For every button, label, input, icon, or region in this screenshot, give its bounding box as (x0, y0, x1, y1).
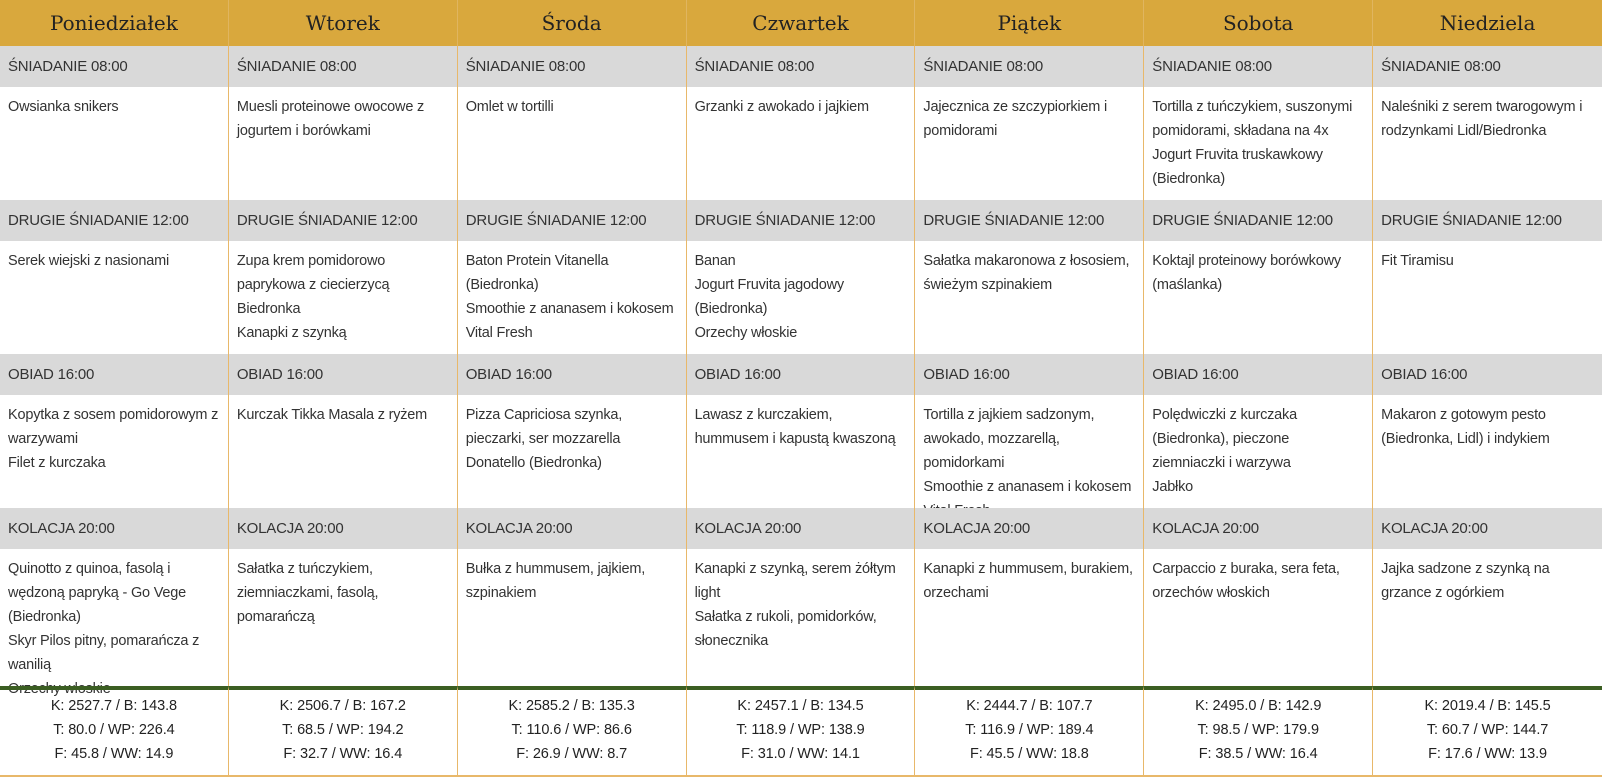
nutrition-line: K: 2019.4 / B: 145.5 (1424, 698, 1551, 714)
nutrition-line: K: 2585.2 / B: 135.3 (508, 698, 635, 714)
nutrition-totals (687, 686, 916, 777)
meal-label-sniadanie: ŚNIADANIE 08:00 (1373, 46, 1602, 87)
meal-item: Sałatka z tuńczykiem, ziemniaczkami, fasolą, pomarańczą (236, 561, 379, 625)
meal-items-obiad (458, 395, 687, 508)
meal-label-kolacja: KOLACJA 20:00 (687, 508, 916, 549)
meal-item: Grzanki z awokado i jajkiem (694, 99, 869, 115)
day-header-poniedzialek: Poniedziałek (0, 0, 229, 46)
nutrition-line: F: 38.5 / WW: 16.4 (1198, 746, 1318, 762)
meal-label-kolacja: KOLACJA 20:00 (458, 508, 687, 549)
meal-item: Baton Protein Vitanella (Biedronka) (465, 253, 609, 293)
day-header-sroda: Środa (458, 0, 687, 46)
meal-item: Jogurt Fruvita truskawkowy (Biedronka) (1152, 147, 1323, 187)
meal-items-kolacja (1144, 549, 1373, 686)
meal-items-obiad (0, 395, 229, 508)
meal-items-obiad (1373, 395, 1602, 508)
nutrition-line: T: 80.0 / WP: 226.4 (53, 722, 175, 738)
meal-label-obiad: OBIAD 16:00 (915, 354, 1144, 395)
meal-items-sniadanie (915, 87, 1144, 200)
meal-label-sniadanie: ŚNIADANIE 08:00 (687, 46, 916, 87)
meal-label-drugie-sniadanie: DRUGIE ŚNIADANIE 12:00 (0, 200, 229, 241)
meal-label-obiad: OBIAD 16:00 (1144, 354, 1373, 395)
meal-items-kolacja (458, 549, 687, 686)
meal-label-kolacja: KOLACJA 20:00 (1373, 508, 1602, 549)
meal-item: Kurczak Tikka Masala z ryżem (236, 407, 428, 423)
meal-item: Tortilla z jajkiem sadzonym, awokado, mozzarellą, pomidorkami (923, 407, 1095, 471)
meal-items-drugie-sniadanie (1144, 241, 1373, 354)
meal-label-obiad: OBIAD 16:00 (229, 354, 458, 395)
meal-items-obiad (915, 395, 1144, 508)
meal-label-drugie-sniadanie: DRUGIE ŚNIADANIE 12:00 (687, 200, 916, 241)
meal-items-kolacja (1373, 549, 1602, 686)
meal-item: Omlet w tortilli (465, 99, 554, 115)
nutrition-totals (915, 686, 1144, 777)
nutrition-totals (1144, 686, 1373, 777)
meal-item: Jogurt Fruvita jagodowy (Biedronka) (694, 277, 844, 317)
meal-items-drugie-sniadanie (687, 241, 916, 354)
meal-label-sniadanie: ŚNIADANIE 08:00 (1144, 46, 1373, 87)
meal-items-obiad (1144, 395, 1373, 508)
meal-item: Kanapki z hummusem, burakiem, orzechami (923, 561, 1133, 601)
meal-item: Smoothie z ananasem i kokosem Vital Fresh (465, 301, 674, 341)
meal-label-drugie-sniadanie: DRUGIE ŚNIADANIE 12:00 (458, 200, 687, 241)
meal-label-sniadanie: ŚNIADANIE 08:00 (229, 46, 458, 87)
meal-items-drugie-sniadanie (0, 241, 229, 354)
nutrition-line: F: 45.8 / WW: 14.9 (54, 746, 174, 762)
meal-item: Polędwiczki z kurczaka (Biedronka), pieczone ziemniaczki i warzywa (1152, 407, 1297, 471)
nutrition-totals (1373, 686, 1602, 777)
nutrition-line: T: 60.7 / WP: 144.7 (1426, 722, 1549, 738)
nutrition-line: F: 45.5 / WW: 18.8 (969, 746, 1089, 762)
meal-label-obiad: OBIAD 16:00 (0, 354, 229, 395)
meal-items-obiad (229, 395, 458, 508)
meal-items-drugie-sniadanie (458, 241, 687, 354)
meal-item: Orzechy włoskie (8, 681, 111, 697)
meal-items-obiad (687, 395, 916, 508)
day-header-niedziela: Niedziela (1373, 0, 1602, 46)
meal-label-kolacja: KOLACJA 20:00 (915, 508, 1144, 549)
meal-items-sniadanie (229, 87, 458, 200)
day-header-czwartek: Czwartek (687, 0, 916, 46)
meal-item: Smoothie z ananasem i kokosem (923, 479, 1132, 495)
meal-label-sniadanie: ŚNIADANIE 08:00 (0, 46, 229, 87)
meal-item: Filet z kurczaka (8, 455, 106, 471)
meal-item: Muesli proteinowe owocowe z jogurtem i borówkami (236, 99, 425, 139)
meal-item: Tortilla z tuńczykiem, suszonymi pomidorami, składana na 4x (1152, 99, 1353, 139)
day-header-wtorek: Wtorek (229, 0, 458, 46)
meal-item: Fit Tiramisu (1381, 253, 1454, 269)
meal-item: Lawasz z kurczakiem, hummusem i kapustą kwaszoną (694, 407, 896, 447)
meal-items-kolacja (229, 549, 458, 686)
nutrition-line: T: 118.9 / WP: 138.9 (736, 722, 865, 738)
meal-items-drugie-sniadanie (229, 241, 458, 354)
meal-item: Banan (694, 253, 736, 269)
nutrition-totals (229, 686, 458, 777)
meal-item: Orzechy włoskie (694, 325, 798, 341)
nutrition-line: K: 2457.1 / B: 134.5 (737, 698, 864, 714)
day-header-piatek: Piątek (915, 0, 1144, 46)
meal-items-kolacja (915, 549, 1144, 686)
meal-label-drugie-sniadanie: DRUGIE ŚNIADANIE 12:00 (1373, 200, 1602, 241)
nutrition-line: T: 98.5 / WP: 179.9 (1197, 722, 1319, 738)
meal-item: Owsianka snikers (8, 99, 119, 115)
meal-item: Naleśniki z serem twarogowym i rodzynkami Lidl/Biedronka (1381, 99, 1583, 139)
day-header-sobota: Sobota (1144, 0, 1373, 46)
meal-item: Jabłko (1152, 479, 1193, 495)
nutrition-line: F: 31.0 / WW: 14.1 (741, 746, 860, 762)
meal-item: Pizza Capriciosa szynka, pieczarki, ser mozzarella Donatello (Biedronka) (465, 407, 623, 471)
nutrition-line: K: 2495.0 / B: 142.9 (1195, 698, 1322, 714)
meal-items-sniadanie (458, 87, 687, 200)
nutrition-line: F: 26.9 / WW: 8.7 (516, 746, 628, 762)
meal-label-drugie-sniadanie: DRUGIE ŚNIADANIE 12:00 (1144, 200, 1373, 241)
meal-item: Kanapki z szynką, serem żółtym light (694, 561, 896, 601)
meal-label-drugie-sniadanie: DRUGIE ŚNIADANIE 12:00 (915, 200, 1144, 241)
meal-label-kolacja: KOLACJA 20:00 (229, 508, 458, 549)
nutrition-line: T: 68.5 / WP: 194.2 (282, 722, 404, 738)
meal-item: Sałatka makaronowa z łososiem, świeżym szpinakiem (923, 253, 1130, 293)
nutrition-line: T: 110.6 / WP: 86.6 (511, 722, 632, 738)
meal-item: Makaron z gotowym pesto (Biedronka, Lidl) i indykiem (1381, 407, 1550, 447)
meal-item: Carpaccio z buraka, sera feta, orzechów włoskich (1152, 561, 1340, 601)
meal-items-drugie-sniadanie (915, 241, 1144, 354)
meal-items-kolacja (0, 549, 229, 697)
meal-item: Jajecznica ze szczypiorkiem i pomidorami (923, 99, 1107, 139)
meal-item: Jajka sadzone z szynką na grzance z ogórkiem (1381, 561, 1550, 601)
meal-items-sniadanie (0, 87, 229, 200)
meal-item: Kanapki z szynką (236, 325, 347, 341)
meal-label-obiad: OBIAD 16:00 (458, 354, 687, 395)
nutrition-line: K: 2506.7 / B: 167.2 (279, 698, 406, 714)
meal-items-sniadanie (1144, 87, 1373, 200)
nutrition-totals (0, 686, 229, 777)
nutrition-line: K: 2444.7 / B: 107.7 (966, 698, 1093, 714)
meal-items-sniadanie (1373, 87, 1602, 200)
meal-label-drugie-sniadanie: DRUGIE ŚNIADANIE 12:00 (229, 200, 458, 241)
meal-item: Serek wiejski z nasionami (8, 253, 170, 269)
meal-item: Bułka z hummusem, jajkiem, szpinakiem (465, 561, 646, 601)
meal-items-kolacja (687, 549, 916, 686)
nutrition-totals (458, 686, 687, 777)
meal-item: Koktajl proteinowy borówkowy (maślanka) (1152, 253, 1341, 293)
meal-item: Quinotto z quinoa, fasolą i wędzoną papryką - Go Vege (Biedronka) (8, 561, 186, 625)
meal-label-obiad: OBIAD 16:00 (687, 354, 916, 395)
nutrition-line: F: 17.6 / WW: 13.9 (1428, 746, 1547, 762)
meal-label-sniadanie: ŚNIADANIE 08:00 (458, 46, 687, 87)
nutrition-line: K: 2527.7 / B: 143.8 (50, 698, 178, 714)
meal-item: Kopytka z sosem pomidorowym z warzywami (8, 407, 219, 447)
meal-label-obiad: OBIAD 16:00 (1373, 354, 1602, 395)
meal-label-sniadanie: ŚNIADANIE 08:00 (915, 46, 1144, 87)
meal-label-kolacja: KOLACJA 20:00 (1144, 508, 1373, 549)
nutrition-line: F: 32.7 / WW: 16.4 (283, 746, 403, 762)
meal-item: Skyr Pilos pitny, pomarańcza z wanilią (8, 633, 200, 673)
nutrition-line: T: 116.9 / WP: 189.4 (965, 722, 1094, 738)
meal-item: Sałatka z rukoli, pomidorków, słonecznika (694, 609, 877, 649)
meal-item: Zupa krem pomidorowo paprykowa z ciecierzycą Biedronka (236, 253, 390, 317)
meal-items-drugie-sniadanie (1373, 241, 1602, 354)
meal-items-sniadanie (687, 87, 916, 200)
meal-label-kolacja: KOLACJA 20:00 (0, 508, 229, 549)
